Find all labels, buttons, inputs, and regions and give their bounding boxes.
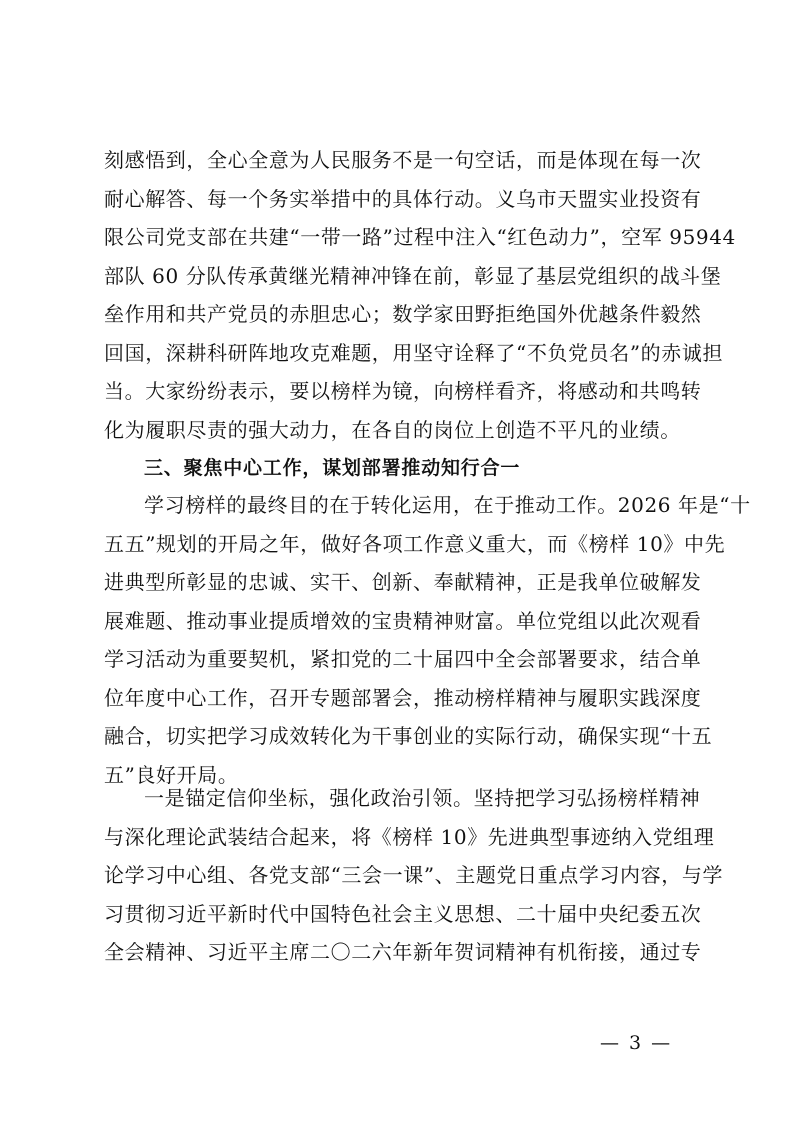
body-paragraph-3 [104, 779, 724, 972]
text-line: 五”良好开局。 [104, 762, 239, 787]
section-heading-3 [104, 449, 688, 488]
text-line: 五五”规划的开局之年，做好各项工作意义重大，而《榜样 10》中先 [104, 531, 726, 556]
text-line: 融合，切实把学习成效转化为干事创业的实际行动，确保实现“十五 [104, 724, 713, 748]
text-line: 当。大家纷纷表示，要以榜样为镜，向榜样看齐，将感动和共鸣转 [104, 379, 702, 403]
page-number: — 3 — [600, 1032, 673, 1054]
text-line: 回国，深耕科研阵地攻克难题，用坚守诠释了“不负党员名”的赤诚担 [104, 340, 724, 365]
text-line: 学习活动为重要契机，紧扣党的二十届四中全会部署要求，结合单 [104, 647, 702, 671]
text-line: 位年度中心工作，召开专题部署会，推动榜样精神与履职实践深度 [104, 685, 702, 710]
body-paragraph-1 [104, 141, 736, 449]
text-line: 化为履职尽责的强大动力，在各自的岗位上创造不平凡的业绩。 [104, 417, 681, 442]
text-line: 限公司党支部在共建“一带一路”过程中注入“红色动力”，空军 95944 [104, 225, 736, 249]
text-line: 刻感悟到，全心全意为人民服务不是一句空话，而是体现在每一次 [104, 148, 702, 172]
text-line: 习贯彻习近平新时代中国特色社会主义思想、二十届中央纪委五次 [104, 901, 702, 926]
body-paragraph-2 [104, 486, 751, 794]
text-line: 全会精神、习近平主席二〇二六年新年贺词精神有机衔接，通过专 [104, 940, 702, 964]
section-heading-text: 三、聚焦中心工作，谋划部署推动知行合一 [144, 457, 521, 479]
text-line: 论学习中心组、各党支部“三会一课”、主题党日重点学习内容，与学 [104, 863, 724, 887]
text-line: 展难题、推动事业提质增效的宝贵精神财富。单位党组以此次观看 [104, 608, 702, 633]
text-line: 与深化理论武装结合起来，将《榜样 10》先进典型事迹纳入党组理 [104, 824, 715, 849]
text-line: 一是锚定信仰坐标，强化政治引领。坚持把学习弘扬榜样精神 [144, 786, 701, 810]
text-line: 耐心解答、每一个务实举措中的具体行动。义乌市天盟实业投资有 [104, 186, 702, 211]
text-line: 进典型所彰显的忠诚、实干、创新、奉献精神，正是我单位破解发 [104, 570, 702, 594]
text-line: 垒作用和共产党员的赤胆忠心；数学家田野拒绝国外优越条件毅然 [104, 302, 702, 326]
text-line: 学习榜样的最终目的在于转化运用，在于推动工作。2026 年是“十 [144, 493, 751, 517]
text-line: 部队 60 分队传承黄继光精神冲锋在前，彰显了基层党组织的战斗堡 [104, 263, 722, 288]
